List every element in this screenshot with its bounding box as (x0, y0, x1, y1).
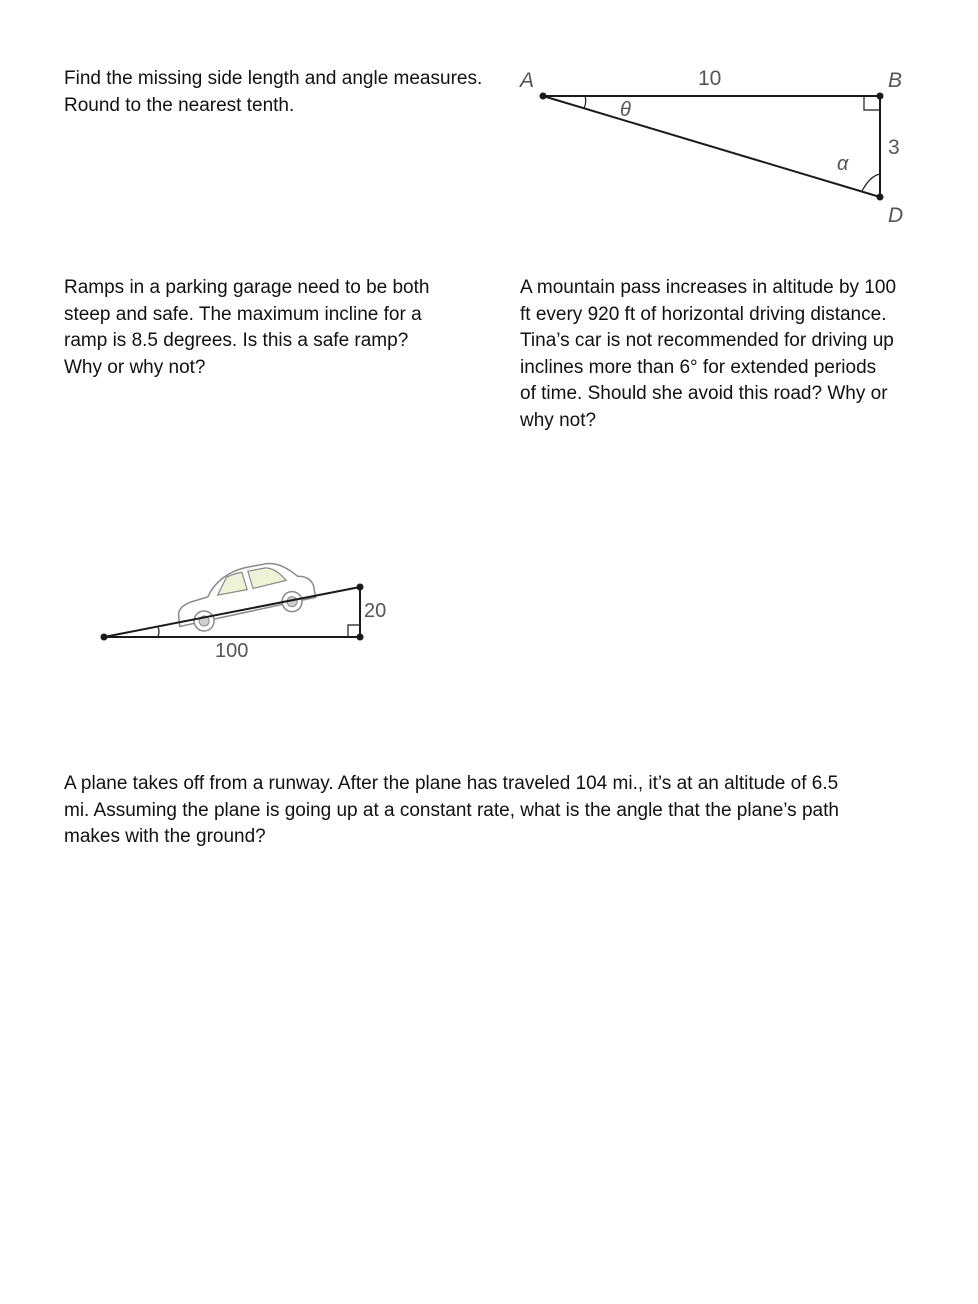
problem-4-line-1: A plane takes off from a runway. After the plane has traveled 104 mi., it’s at an altitude of 6.5 (64, 773, 839, 794)
angle-alpha-label: α (837, 153, 849, 175)
problem-2-line-1: Ramps in a parking garage need to be both (64, 277, 430, 298)
angle-theta-label: θ (620, 99, 631, 121)
vertex-a-dot (540, 93, 547, 100)
ramp-vertex-left-dot (101, 634, 108, 641)
problem-2-text (64, 275, 464, 381)
ramp-base-label: 100 (215, 640, 249, 662)
vertex-b-label: B (888, 69, 903, 92)
problem-2-line-4: Why or why not? (64, 356, 206, 378)
vertex-b-dot (877, 93, 884, 100)
angle-arc-a (584, 96, 586, 108)
problem-3-line-2: ft every 920 ft of horizontal driving distance. (520, 303, 887, 325)
right-triangle-figure (510, 60, 920, 235)
problem-3-line-5: of time. Should she avoid this road? Why or (520, 383, 888, 404)
car-illustration (171, 556, 318, 635)
ramp-angle-arc (158, 627, 159, 637)
ramp-figure (90, 545, 410, 670)
problem-3-text (520, 275, 925, 434)
problem-3-line-1: A mountain pass increases in altitude by 100 (520, 277, 897, 298)
ramp-vertex-top-dot (357, 584, 364, 591)
ramp-height-label: 20 (364, 600, 387, 622)
problem-2-line-3: ramp is 8.5 degrees. Is this a safe ramp? (64, 330, 409, 351)
problem-4-line-2: mi. Assuming the plane is going up at a constant rate, what is the angle that the plane’s path (64, 799, 839, 821)
problem-3-line-4: inclines more than 6° for extended periods (520, 356, 877, 378)
problem-1-line-2: Round to the nearest tenth. (64, 94, 295, 116)
side-ad (543, 96, 880, 197)
problem-2-line-2: steep and safe. The maximum incline for a (64, 303, 422, 325)
problem-1-line-1: Find the missing side length and angle measures. (64, 68, 483, 89)
problem-4-line-3: makes with the ground? (64, 826, 266, 847)
problem-1-text (64, 66, 509, 119)
problem-4-text (64, 771, 924, 851)
side-bd-length: 3 (888, 136, 900, 159)
problem-3-line-6: why not? (520, 409, 597, 431)
vertex-d-dot (877, 194, 884, 201)
vertex-d-label: D (888, 204, 904, 227)
side-ab-length: 10 (698, 67, 722, 90)
vertex-a-label: A (520, 69, 535, 92)
ramp-vertex-bottom-right-dot (357, 634, 364, 641)
problem-3-line-3: Tina’s car is not recommended for driving up (520, 330, 894, 351)
angle-arc-d (862, 174, 880, 191)
